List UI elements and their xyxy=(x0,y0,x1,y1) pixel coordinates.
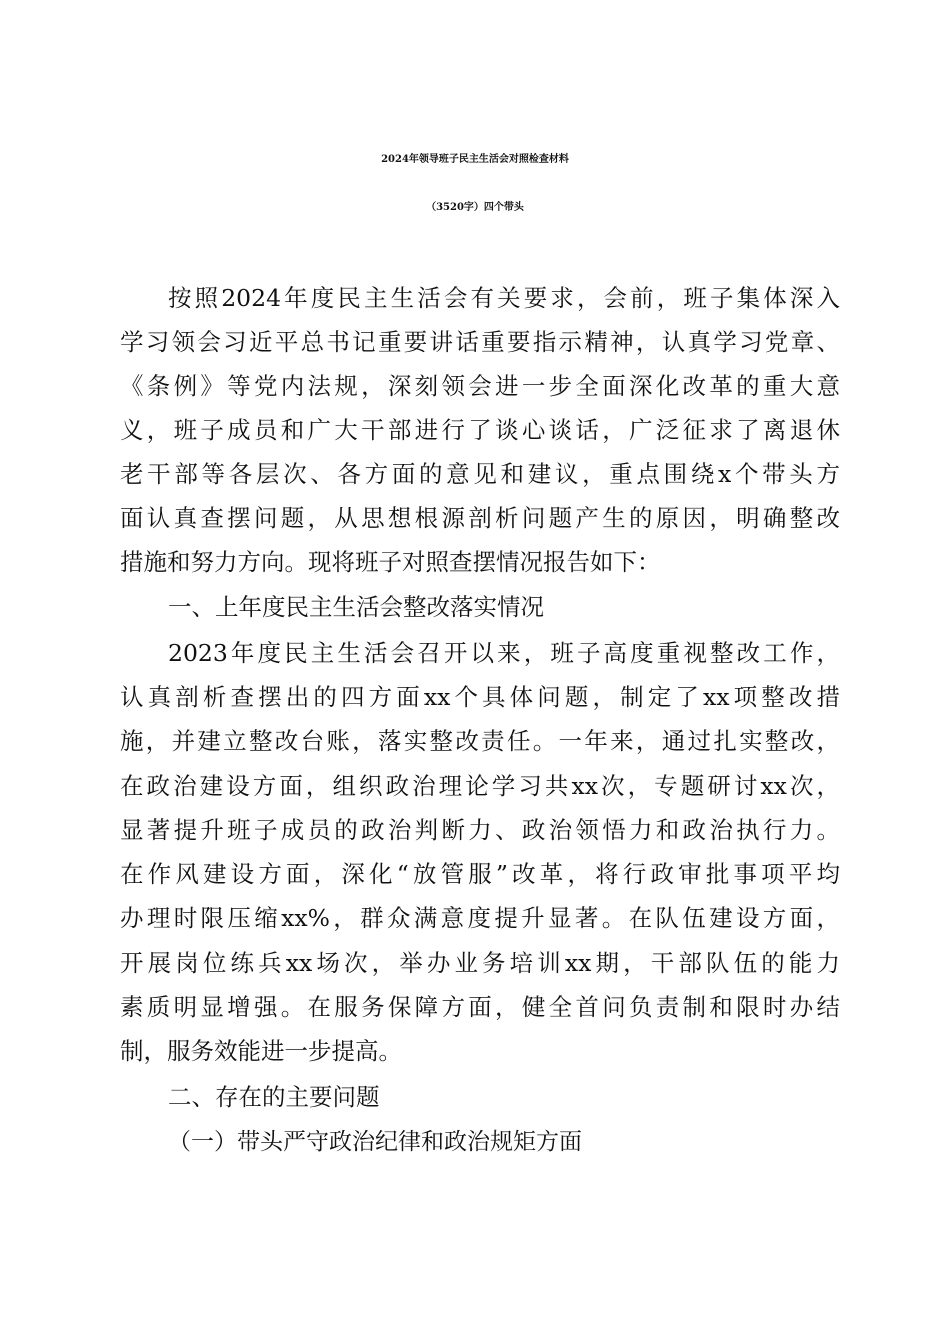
section-1-line: 认真剖析查摆出的四方面xx个具体问题，制定了xx项整改措 xyxy=(120,683,840,711)
section-1-line: 在作风建设方面，深化“放管服”改革，将行政审批事项平均 xyxy=(120,860,840,888)
document-title-line-1: 2024年领导班子民主生活会对照检查材料 xyxy=(381,154,569,165)
section-1-heading: 一、上年度民主生活会整改落实情况 xyxy=(168,593,544,621)
intro-line: 按照2024年度民主生活会有关要求，会前，班子集体深入 xyxy=(168,284,840,312)
section-1-line: 办理时限压缩xx%，群众满意度提升显著。在队伍建设方面， xyxy=(120,904,840,932)
section-1-line: 显著提升班子成员的政治判断力、政治领悟力和政治执行力。 xyxy=(120,816,840,844)
section-1-line: 开展岗位练兵xx场次，举办业务培训xx期，干部队伍的能力 xyxy=(120,949,840,977)
section-1-line: 制，服务效能进一步提高。 xyxy=(120,1037,402,1065)
section-1-line: 施，并建立整改台账，落实整改责任。一年来，通过扎实整改， xyxy=(120,727,840,755)
intro-line: 措施和努力方向。现将班子对照查摆情况报告如下： xyxy=(120,548,661,576)
intro-line: 《条例》等党内法规，深刻领会进一步全面深化改革的重大意 xyxy=(120,372,840,400)
intro-line: 面认真查摆问题，从思想根源剖析问题产生的原因，明确整改 xyxy=(120,504,840,532)
section-2-subheading-1: （一）带头严守政治纪律和政治规矩方面 xyxy=(168,1129,582,1155)
section-1-line: 在政治建设方面，组织政治理论学习共xx次，专题研讨xx次， xyxy=(120,772,840,800)
section-1-line: 素质明显增强。在服务保障方面，健全首问负责制和限时办结 xyxy=(120,993,840,1021)
document-title-line-2: （3520字）四个带头 xyxy=(426,202,524,213)
section-1-line: 2023年度民主生活会召开以来，班子高度重视整改工作， xyxy=(168,639,840,667)
intro-line: 老干部等各层次、各方面的意见和建议，重点围绕x个带头方 xyxy=(120,460,840,488)
intro-line: 义，班子成员和广大干部进行了谈心谈话，广泛征求了离退休 xyxy=(120,416,840,444)
intro-line: 学习领会习近平总书记重要讲话重要指示精神，认真学习党章、 xyxy=(120,328,840,356)
section-2-heading: 二、存在的主要问题 xyxy=(168,1083,380,1111)
